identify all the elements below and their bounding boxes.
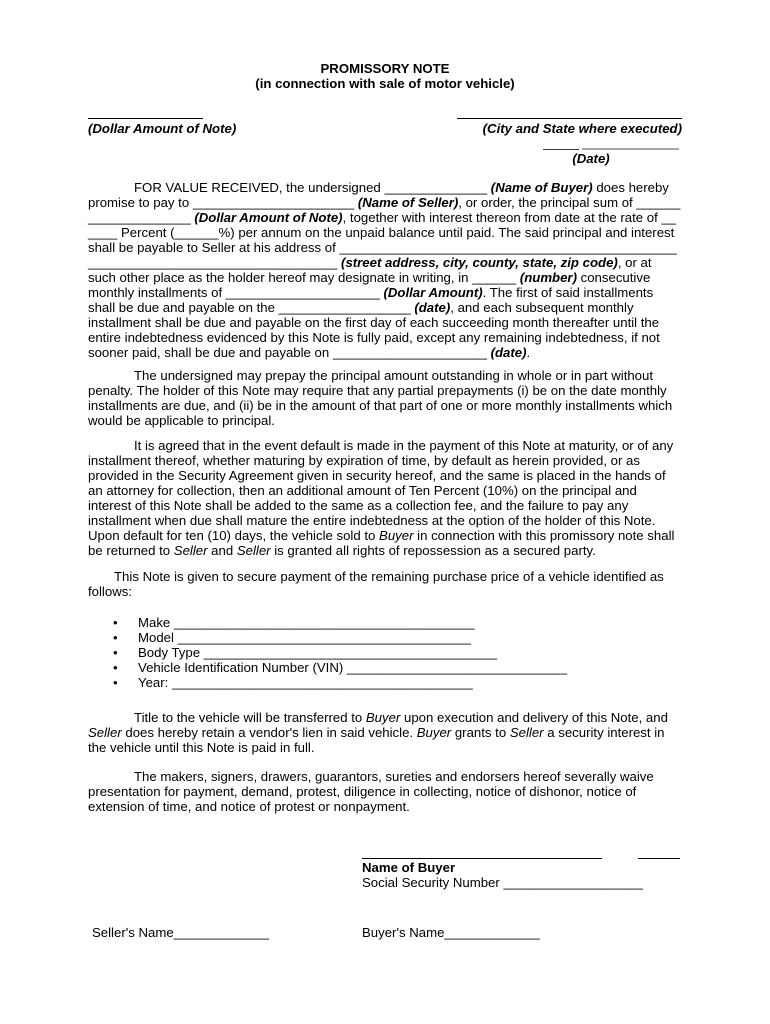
date-label: (Date) — [572, 151, 610, 166]
text-run: (Dollar Amount) — [383, 285, 483, 300]
text-run: It is agreed that in the event default is made in the payment of this Note at maturity, or of any installment thereof, whether maturing by expiration of time, by default as herein provided, or as provided in the Security Agreement given in security hereof, and the same is placed in the hands of an attorney for collection, then an additional amount of Ten Percent (10%) on the principal and interest of this Note shall be added to the same as a collection fee, and the failure to pay any installment when due shall mature the entire indebtedness at the option of the holder of this Note. Upon default for ten (10) days, the vehicle sold to — [88, 438, 674, 543]
paragraph-prepayment — [88, 368, 682, 428]
signature-date-field[interactable] — [638, 843, 680, 859]
text-run: %) per annum on the unpaid balance until paid. The said principal and interest shall be payable to Seller at his address of — [88, 225, 675, 255]
body-type-label: Body Type — [138, 645, 201, 660]
text-run: Seller — [236, 543, 271, 558]
text-run: Seller — [88, 725, 122, 740]
blank-field[interactable]: ________________________________________________________________________________ — [88, 240, 677, 270]
buyer-signature-field[interactable] — [362, 843, 602, 859]
city-state-label: (City and State where executed) — [482, 121, 682, 136]
date-field[interactable] — [543, 134, 680, 150]
ssn-label: Social Security Number — [362, 875, 500, 890]
text-run: The makers, signers, drawers, guarantors, sureties and endorsers hereof severally waive presentation for payment, demand, protest, diligence in collecting, notice of dishonor, notice of extension of time, and notice of protest or nonpayment. — [88, 769, 654, 814]
paragraph-title-transfer — [88, 710, 682, 755]
text-run: (Dollar Amount of Note) — [194, 210, 343, 225]
list-item-vin — [88, 660, 682, 675]
text-run: The undersigned may prepay the principal amount outstanding in whole or in part without penalty. The holder of this Note may require that any partial prepayments (i) be on the date monthly installments are due, and (ii) be in the amount of that part of one or more monthly installments which would be applicable to principal. — [88, 368, 673, 428]
model-field[interactable]: ________________________________________ — [177, 630, 471, 645]
paragraph-waiver — [88, 769, 682, 814]
text-run: consecutive monthly installments of — [88, 270, 651, 300]
buyer-name-field[interactable]: _____________ — [444, 925, 540, 940]
bullet-icon: • — [113, 675, 118, 690]
text-run: Buyer — [379, 528, 414, 543]
text-run: (street address, city, county, state, zip code) — [341, 255, 618, 270]
year-field[interactable]: _________________________________________ — [171, 675, 473, 690]
text-run: upon execution and delivery of this Note, and — [400, 710, 668, 725]
city-state-field[interactable] — [457, 103, 682, 119]
dollar-amount-field[interactable] — [88, 103, 203, 119]
dollar-amount-label: (Dollar Amount of Note) — [88, 121, 237, 136]
list-item-year — [88, 675, 682, 690]
seller-name-field[interactable]: _____________ — [173, 925, 270, 940]
document-title — [0, 61, 770, 91]
text-run: does hereby promise to pay to — [88, 180, 669, 210]
bullet-icon: • — [113, 615, 118, 630]
ssn-row — [362, 875, 643, 890]
text-run: . — [526, 345, 531, 360]
blank-field[interactable]: ____________________ — [88, 195, 681, 225]
ssn-field[interactable]: ___________________ — [503, 875, 643, 890]
blank-field[interactable]: _____________________ — [332, 345, 487, 360]
text-run: Seller — [509, 725, 544, 740]
text-run: (number) — [519, 270, 577, 285]
text-run: . The first of said installments shall be due and payable on the — [88, 285, 654, 315]
date-blank-segment — [543, 149, 579, 150]
vehicle-details-list — [88, 615, 682, 690]
vin-label: Vehicle Identification Number (VIN) — [138, 660, 344, 675]
model-label: Model — [138, 630, 174, 645]
text-run: a security interest in the vehicle until this Note is paid in full. — [88, 725, 665, 755]
blank-field[interactable]: ______ — [88, 210, 677, 240]
text-run: is granted all rights of repossession as a secured party. — [270, 543, 596, 558]
text-run: in connection with this promissory note shall be returned to — [88, 528, 675, 558]
blank-field[interactable]: __________________ — [278, 300, 411, 315]
text-run: grants to — [451, 725, 510, 740]
text-run: Buyer — [365, 710, 401, 725]
paragraph-for-value-received — [88, 180, 682, 360]
text-run: Seller — [173, 543, 208, 558]
blank-field[interactable]: ______ — [472, 270, 517, 285]
buyer-name-row — [362, 925, 540, 940]
text-run: , or at such other place as the holder hereof may designate in writing, in — [88, 255, 652, 285]
seller-name-row — [92, 925, 269, 940]
text-run: does hereby retain a vendor's lien in said vehicle. — [121, 725, 417, 740]
text-run: Title to the vehicle will be transferred to — [134, 710, 366, 725]
text-run: (date) — [490, 345, 527, 360]
bullet-icon: • — [113, 660, 118, 675]
text-run: (Name of Buyer) — [490, 180, 593, 195]
paragraph-default-terms — [88, 438, 682, 558]
text-run: FOR VALUE RECEIVED, the undersigned — [134, 180, 385, 195]
list-item-model — [88, 630, 682, 645]
bullet-icon: • — [113, 630, 118, 645]
year-label: Year: — [138, 675, 169, 690]
text-run: (Name of Seller) — [357, 195, 459, 210]
blank-field[interactable]: ______________________ — [192, 195, 355, 210]
title-line-2: (in connection with sale of motor vehicle) — [255, 76, 515, 91]
blank-field[interactable]: ______________ — [384, 180, 488, 195]
vin-field[interactable]: ______________________________ — [346, 660, 567, 675]
blank-field[interactable]: _____________________ — [225, 285, 380, 300]
text-run: Percent ( — [117, 225, 175, 240]
text-run: , and each subsequent monthly installment shall be due and payable on the first day of each succeeding month thereafter until the entire indebtedness evidenced by this Note is fully paid, except any remaining indebtedness, if not sooner paid, shall be due and payable on — [88, 300, 660, 360]
text-run: , or order, the principal sum of — [458, 195, 637, 210]
text-run: and — [207, 543, 237, 558]
buyer-name-label: Buyer's Name — [362, 925, 445, 940]
make-label: Make — [138, 615, 171, 630]
document-body — [88, 180, 682, 814]
text-run: (date) — [414, 300, 451, 315]
seller-name-label: Seller's Name — [92, 925, 174, 940]
text-run: , together with interest thereon from date at the rate of — [342, 210, 662, 225]
text-run: This Note is given to secure payment of the remaining purchase price of a vehicle identified as follows: — [88, 569, 664, 599]
body-type-field[interactable]: ________________________________________ — [203, 645, 498, 660]
make-field[interactable]: _________________________________________ — [173, 615, 475, 630]
date-rule-segment — [582, 148, 679, 150]
title-line-1: PROMISSORY NOTE — [320, 61, 450, 76]
name-of-buyer-label: Name of Buyer — [362, 860, 456, 875]
blank-field[interactable]: ______ — [174, 225, 219, 240]
bullet-icon: • — [113, 645, 118, 660]
list-item-body-type — [88, 645, 682, 660]
list-item-make — [88, 615, 682, 630]
text-run: Buyer — [416, 725, 452, 740]
paragraph-secure-payment — [88, 569, 682, 599]
